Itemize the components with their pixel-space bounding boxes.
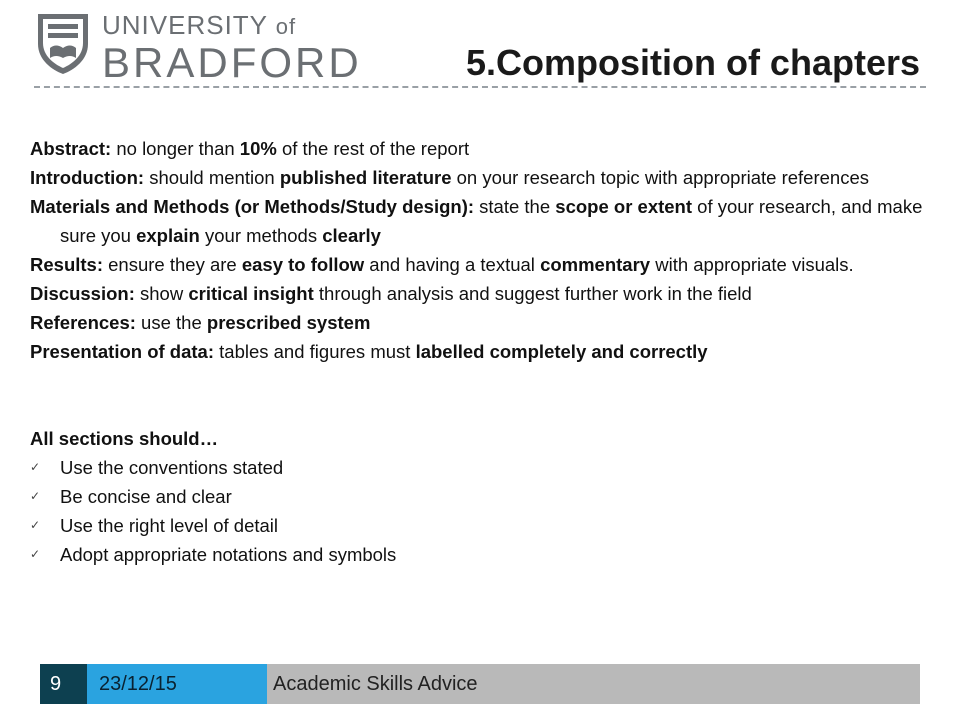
footer-text: Academic Skills Advice bbox=[267, 664, 920, 704]
body-text: show bbox=[134, 283, 189, 304]
section-item bbox=[30, 192, 930, 250]
section-label: Materials and Methods (or Methods/Study design): bbox=[30, 196, 475, 217]
slide-title: 5.Composition of chapters bbox=[465, 42, 920, 83]
slide-footer bbox=[40, 664, 920, 704]
title-divider bbox=[34, 86, 926, 88]
checklist-item-text: Be concise and clear bbox=[60, 486, 232, 507]
checkmark-icon: ✓ bbox=[30, 547, 41, 561]
body-text: your methods bbox=[199, 225, 323, 246]
emphasis-text: labelled completely and correctly bbox=[415, 341, 708, 362]
checkmark-icon: ✓ bbox=[30, 518, 41, 532]
checklist-item bbox=[30, 453, 930, 482]
all-sections-heading: All sections should… bbox=[30, 428, 219, 449]
section-item bbox=[30, 308, 930, 337]
emphasis-text: prescribed system bbox=[206, 312, 371, 333]
body-text: with appropriate visuals. bbox=[650, 254, 854, 275]
checklist-item bbox=[30, 482, 930, 511]
body-text: no longer than bbox=[111, 138, 240, 159]
slide-number: 9 bbox=[40, 664, 87, 704]
slide-date: 23/12/15 bbox=[87, 664, 267, 704]
section-item bbox=[30, 163, 930, 192]
body-text: ensure they are bbox=[103, 254, 242, 275]
slide-content bbox=[30, 134, 930, 569]
logo-line-bradford: BRADFORD bbox=[102, 39, 362, 86]
checklist bbox=[30, 453, 930, 569]
university-logo bbox=[34, 10, 362, 84]
section-item bbox=[30, 337, 930, 366]
body-text: use the bbox=[135, 312, 207, 333]
emphasis-text: easy to follow bbox=[241, 254, 365, 275]
section-label: Abstract: bbox=[30, 138, 112, 159]
emphasis-text: clearly bbox=[322, 225, 381, 246]
body-text: tables and figures must bbox=[214, 341, 416, 362]
emphasis-text: published literature bbox=[279, 167, 452, 188]
body-text: of the rest of the report bbox=[276, 138, 470, 159]
checkmark-icon: ✓ bbox=[30, 489, 41, 503]
emphasis-text: commentary bbox=[540, 254, 651, 275]
checklist-item-text: Use the right level of detail bbox=[60, 515, 279, 536]
checklist-item bbox=[30, 540, 930, 569]
emphasis-text: scope or extent bbox=[555, 196, 693, 217]
emphasis-text: explain bbox=[136, 225, 200, 246]
checklist-item-text: Adopt appropriate notations and symbols bbox=[60, 544, 397, 565]
section-item bbox=[30, 279, 930, 308]
emphasis-text: critical insight bbox=[188, 283, 314, 304]
section-label: Results: bbox=[30, 254, 103, 275]
section-label: Presentation of data: bbox=[30, 341, 214, 362]
body-text: state the bbox=[474, 196, 556, 217]
section-item bbox=[30, 134, 930, 163]
body-text: should mention bbox=[144, 167, 280, 188]
section-label: Discussion: bbox=[30, 283, 135, 304]
checkmark-icon: ✓ bbox=[30, 460, 41, 474]
body-text: on your research topic with appropriate references bbox=[451, 167, 869, 188]
university-crest-icon bbox=[34, 10, 92, 76]
section-item bbox=[30, 250, 930, 279]
section-label: Introduction: bbox=[30, 167, 145, 188]
section-label: References: bbox=[30, 312, 136, 333]
checklist-item bbox=[30, 511, 930, 540]
body-text: of your research, and make sure you bbox=[60, 196, 923, 246]
checklist-item-text: Use the conventions stated bbox=[60, 457, 284, 478]
chapter-sections-list bbox=[30, 134, 930, 366]
body-text: and having a textual bbox=[364, 254, 541, 275]
body-text: through analysis and suggest further work in the field bbox=[313, 283, 752, 304]
emphasis-text: 10% bbox=[239, 138, 277, 159]
logo-line-university: UNIVERSITY of bbox=[102, 10, 297, 40]
